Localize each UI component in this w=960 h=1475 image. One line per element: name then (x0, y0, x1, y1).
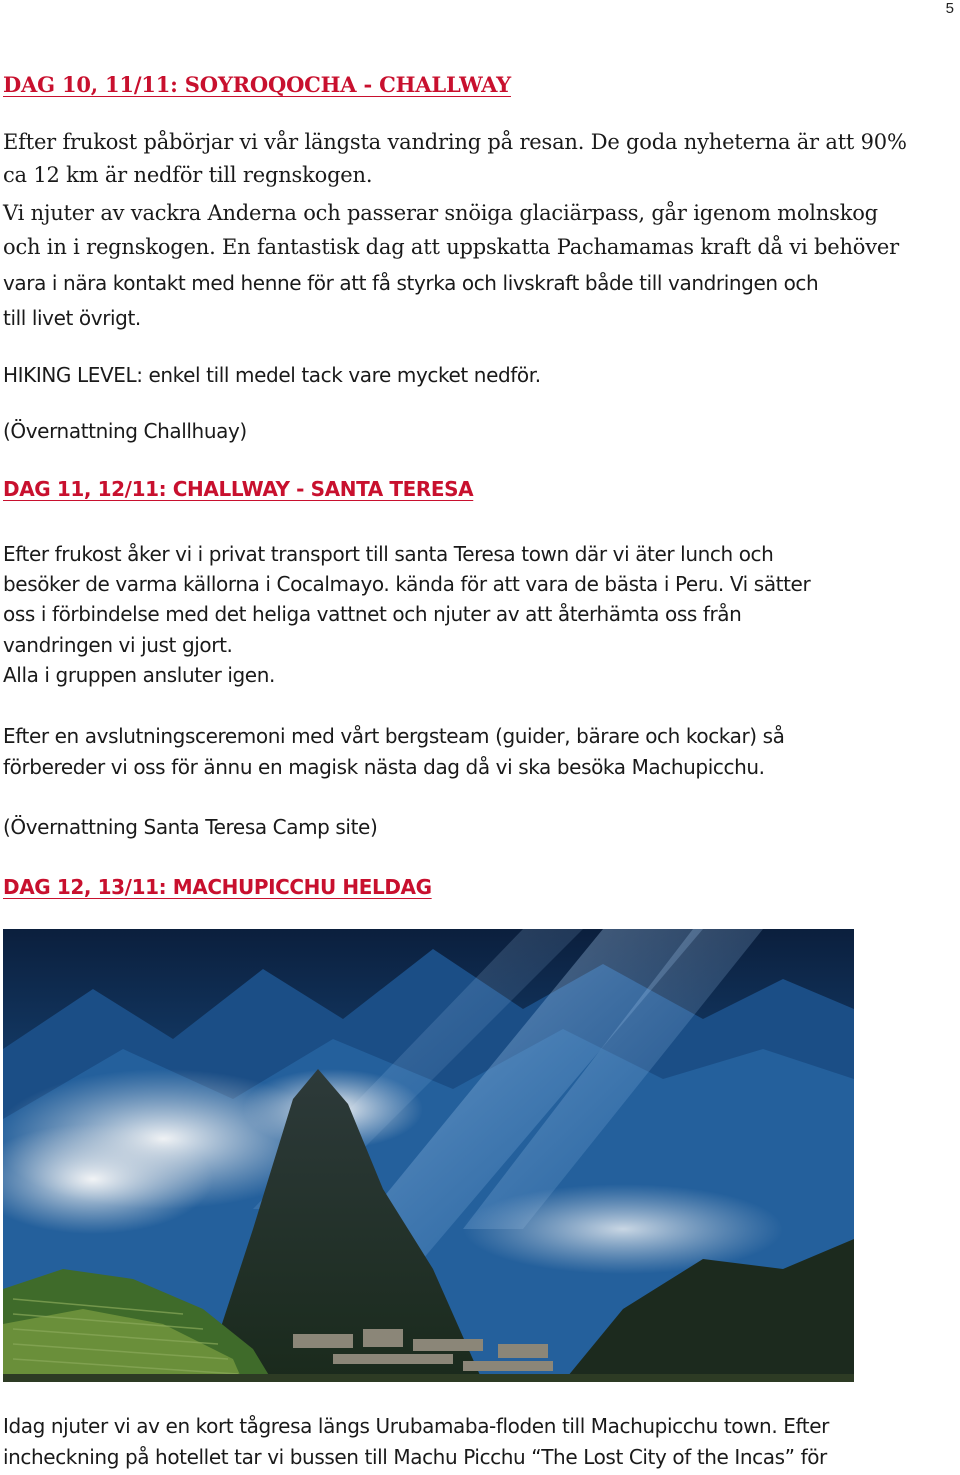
day11-heading: DAG 11, 12/11: CHALLWAY - SANTA TERESA (3, 477, 474, 501)
day10-line-2: ca 12 km är nedför till regnskogen. (3, 163, 373, 187)
day11-line-2: besöker de varma källorna i Cocalmayo. kända för att vara de bästa i Peru. Vi sätter (3, 572, 811, 596)
day10-line-1: Efter frukost påbörjar vi vår längsta vandring på resan. De goda nyheterna är att 90% (3, 130, 907, 154)
day10-overnight: (Övernattning Challhuay) (3, 419, 247, 443)
day12-line-1: Idag njuter vi av en kort tågresa längs Urubamaba-floden till Machupicchu town. Efter (3, 1414, 829, 1438)
page-number: 5 (945, 0, 954, 17)
machupicchu-photo (3, 929, 854, 1382)
day11-ceremony-1: Efter en avslutningsceremoni med vårt bergsteam (guider, bärare och kockar) så (3, 724, 785, 748)
day11-line-1: Efter frukost åker vi i privat transport till santa Teresa town där vi äter lunch och (3, 542, 774, 566)
day11-line-3: oss i förbindelse med det heliga vattnet och njuter av att återhämta oss från (3, 602, 742, 626)
day10-heading: DAG 10, 11/11: SOYROQOCHA - CHALLWAY (3, 72, 511, 97)
day10-line-6: till livet övrigt. (3, 306, 141, 330)
day10-line-3: Vi njuter av vackra Anderna och passerar snöiga glaciärpass, går igenom molnskog (3, 201, 878, 225)
hiking-level: HIKING LEVEL: enkel till medel tack vare mycket nedför. (3, 363, 541, 387)
day10-line-4: och in i regnskogen. En fantastisk dag att uppskatta Pachamamas kraft då vi behöver (3, 235, 899, 259)
day11-line-5: Alla i gruppen ansluter igen. (3, 663, 275, 687)
day12-heading: DAG 12, 13/11: MACHUPICCHU HELDAG (3, 875, 432, 899)
day11-line-4: vandringen vi just gjort. (3, 633, 233, 657)
day11-ceremony-2: förbereder vi oss för ännu en magisk nästa dag då vi ska besöka Machupicchu. (3, 755, 765, 779)
day11-overnight: (Övernattning Santa Teresa Camp site) (3, 815, 378, 839)
day12-line-2: incheckning på hotellet tar vi bussen till Machu Picchu “The Lost City of the Incas” för (3, 1445, 827, 1469)
day10-line-5: vara i nära kontakt med henne för att få styrka och livskraft både till vandringen och (3, 271, 819, 295)
